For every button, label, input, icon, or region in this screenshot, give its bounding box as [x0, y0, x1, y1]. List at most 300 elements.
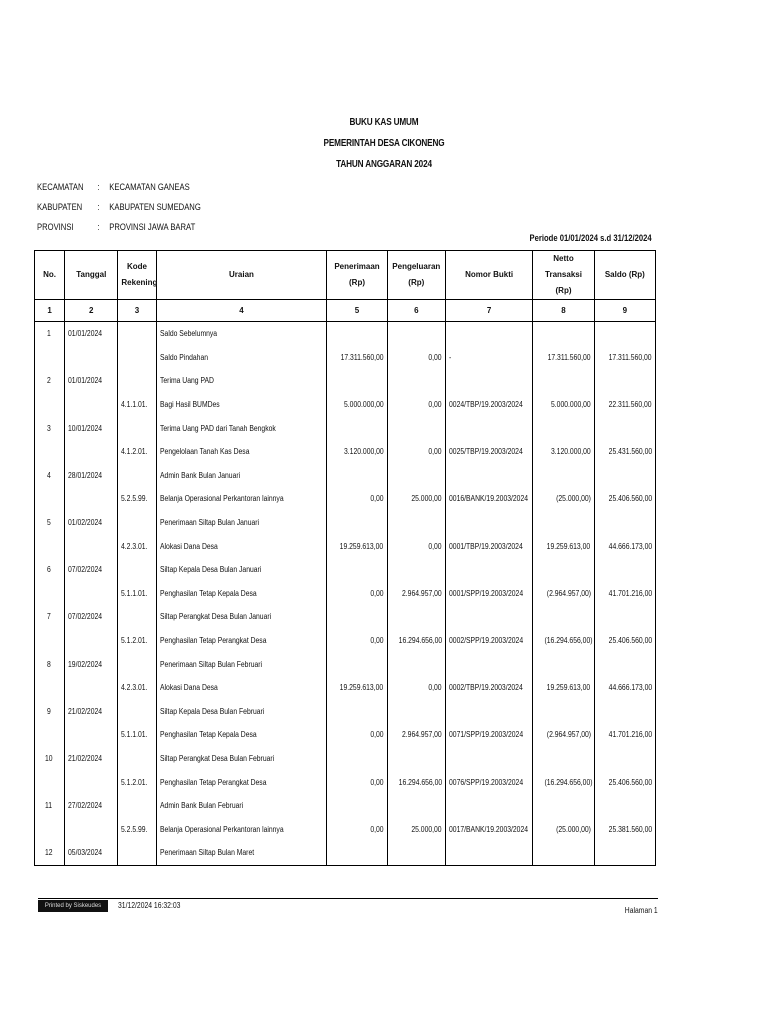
cell-pengeluaran-text: 25.000,00	[411, 824, 442, 834]
table-row	[35, 747, 656, 771]
cell-no	[35, 440, 65, 464]
cell-netto	[533, 770, 594, 794]
table-row	[35, 369, 656, 393]
cell-saldo	[594, 605, 655, 629]
cell-nomor-bukti-text: 0001/TBP/19.2003/2024	[448, 541, 523, 551]
cell-saldo	[594, 629, 655, 653]
cell-penerimaan	[327, 652, 387, 676]
cell-kode-rekening	[118, 487, 156, 511]
meta-row-kabupaten	[37, 197, 201, 217]
cell-tanggal-text: 21/02/2024	[68, 706, 103, 716]
cell-no-text: 7	[47, 612, 52, 622]
table-row	[35, 676, 656, 700]
cell-tanggal	[65, 464, 118, 488]
cell-pengeluaran	[387, 582, 445, 606]
table-body	[35, 322, 656, 866]
cell-nomor-bukti-text: 0025/TBP/19.2003/2024	[448, 447, 523, 457]
cell-kode-rekening	[118, 747, 156, 771]
cell-pengeluaran	[387, 723, 445, 747]
cell-kode-rekening	[118, 770, 156, 794]
cell-tanggal	[65, 770, 118, 794]
col-header-bukti: Nomor Bukti	[445, 251, 532, 300]
cell-penerimaan	[327, 416, 387, 440]
cell-tanggal	[65, 487, 118, 511]
report-year: TAHUN ANGGARAN 2024	[336, 159, 432, 170]
cell-pengeluaran	[387, 629, 445, 653]
periode-label: Periode 01/01/2024 s.d 31/12/2024	[529, 233, 652, 243]
cell-nomor-bukti-text: 0002/TBP/19.2003/2024	[448, 683, 523, 693]
cell-saldo-text: 44.666.173,00	[608, 683, 652, 693]
cell-penerimaan	[327, 605, 387, 629]
cell-uraian-text: Penghasilan Tetap Kepala Desa	[159, 730, 257, 740]
cell-uraian-text: Penerimaan Siltap Bulan Februari	[159, 659, 262, 669]
cell-tanggal-text: 19/02/2024	[68, 659, 103, 669]
meta-colon: :	[97, 222, 100, 232]
cell-tanggal	[65, 534, 118, 558]
meta-label: KECAMATAN	[37, 182, 84, 192]
cell-pengeluaran	[387, 369, 445, 393]
cell-tanggal	[65, 794, 118, 818]
cell-kode-rekening	[118, 369, 156, 393]
cell-no	[35, 369, 65, 393]
cell-netto-text: (25.000,00)	[555, 494, 591, 504]
col-number: 9	[594, 300, 655, 322]
meta-colon: :	[97, 182, 100, 192]
meta-value: KECAMATAN GANEAS	[109, 182, 190, 192]
table-row	[35, 794, 656, 818]
cell-no-text: 5	[47, 518, 52, 528]
cell-pengeluaran	[387, 346, 445, 370]
col-header-uraian: Uraian	[156, 251, 327, 300]
cell-penerimaan	[327, 770, 387, 794]
cell-no-text: 2	[47, 376, 52, 386]
cell-saldo	[594, 511, 655, 535]
cell-tanggal-text: 01/01/2024	[68, 329, 103, 339]
cell-netto	[533, 416, 594, 440]
cell-pengeluaran-text: 16.294.656,00	[398, 777, 442, 787]
col-number: 8	[533, 300, 594, 322]
cell-tanggal	[65, 582, 118, 606]
cell-tanggal	[65, 676, 118, 700]
cell-tanggal	[65, 841, 118, 865]
cell-no	[35, 487, 65, 511]
table-row	[35, 770, 656, 794]
cell-no-text: 1	[47, 329, 52, 339]
cell-uraian	[156, 841, 327, 865]
cell-penerimaan-text: 0,00	[370, 636, 384, 646]
cell-netto-text: 17.311.560,00	[547, 352, 591, 362]
cell-nomor-bukti	[445, 841, 532, 865]
cell-saldo	[594, 841, 655, 865]
region-info	[37, 177, 201, 237]
cell-uraian-text: Penerimaan Siltap Bulan Januari	[159, 518, 259, 528]
cell-uraian	[156, 605, 327, 629]
cell-penerimaan-text: 5.000.000,00	[343, 400, 384, 410]
meta-colon: :	[97, 202, 100, 212]
cell-no	[35, 629, 65, 653]
cell-netto	[533, 841, 594, 865]
cell-saldo	[594, 369, 655, 393]
cell-kode-rekening	[118, 794, 156, 818]
cell-nomor-bukti-text: 0002/SPP/19.2003/2024	[448, 636, 524, 646]
cell-tanggal-text: 07/02/2024	[68, 612, 103, 622]
cell-penerimaan-text: 19.259.613,00	[340, 683, 384, 693]
cell-nomor-bukti	[445, 817, 532, 841]
cell-saldo-text: 17.311.560,00	[609, 352, 652, 362]
cell-kode-rekening-text: 4.2.3.01.	[121, 541, 148, 551]
cell-netto	[533, 700, 594, 724]
cell-penerimaan	[327, 464, 387, 488]
cell-nomor-bukti	[445, 511, 532, 535]
cell-netto-text: (2.964.957,00)	[546, 730, 591, 740]
cell-nomor-bukti	[445, 700, 532, 724]
cell-uraian-text: Saldo Sebelumnya	[159, 329, 217, 339]
col-header-tanggal: Tanggal	[65, 251, 118, 300]
cell-uraian	[156, 723, 327, 747]
cell-kode-rekening	[118, 322, 156, 346]
cell-saldo	[594, 770, 655, 794]
cell-penerimaan	[327, 440, 387, 464]
cell-nomor-bukti-text: 0076/SPP/19.2003/2024	[448, 777, 524, 787]
cell-no-text: 10	[45, 753, 53, 763]
footer-rule	[38, 898, 658, 899]
cell-uraian	[156, 629, 327, 653]
cell-nomor-bukti	[445, 605, 532, 629]
cell-kode-rekening	[118, 652, 156, 676]
cell-uraian	[156, 346, 327, 370]
cell-saldo	[594, 582, 655, 606]
cell-nomor-bukti	[445, 582, 532, 606]
cell-no	[35, 534, 65, 558]
cell-pengeluaran-text: 2.964.957,00	[402, 730, 442, 740]
meta-row-provinsi	[37, 217, 201, 237]
cell-penerimaan	[327, 841, 387, 865]
cell-saldo-text: 22.311.560,00	[609, 400, 652, 410]
cell-netto	[533, 369, 594, 393]
cell-no	[35, 723, 65, 747]
cell-uraian-text: Saldo Pindahan	[159, 352, 208, 362]
cell-no	[35, 841, 65, 865]
cell-no-text: 9	[47, 706, 52, 716]
cell-pengeluaran-text: 2.964.957,00	[402, 588, 442, 598]
cell-saldo	[594, 676, 655, 700]
col-number: 4	[156, 300, 327, 322]
cell-saldo	[594, 558, 655, 582]
meta-label: PROVINSI	[37, 222, 74, 232]
cell-uraian	[156, 322, 327, 346]
cell-pengeluaran	[387, 605, 445, 629]
cell-kode-rekening	[118, 534, 156, 558]
report-title-block	[0, 112, 768, 175]
cell-tanggal-text: 05/03/2024	[68, 848, 103, 858]
col-header-pengeluaran: Pengeluaran (Rp)	[387, 251, 445, 300]
cell-no-text: 11	[45, 801, 53, 811]
cell-tanggal	[65, 652, 118, 676]
cell-nomor-bukti	[445, 652, 532, 676]
cell-nomor-bukti-text: 0024/TBP/19.2003/2024	[448, 400, 523, 410]
cell-no	[35, 464, 65, 488]
cell-nomor-bukti	[445, 346, 532, 370]
cell-tanggal	[65, 322, 118, 346]
cell-uraian-text: Penghasilan Tetap Perangkat Desa	[159, 777, 267, 787]
page-number: Halaman 1	[625, 906, 658, 915]
cell-uraian-text: Terima Uang PAD dari Tanah Bengkok	[159, 423, 276, 433]
cell-nomor-bukti	[445, 629, 532, 653]
cash-ledger-table	[34, 250, 656, 866]
cell-saldo	[594, 322, 655, 346]
table-row	[35, 817, 656, 841]
cell-kode-rekening	[118, 464, 156, 488]
cell-penerimaan-text: 0,00	[370, 777, 384, 787]
cell-pengeluaran	[387, 652, 445, 676]
cell-kode-rekening-text: 5.1.1.01.	[121, 730, 148, 740]
cell-pengeluaran	[387, 464, 445, 488]
cell-no	[35, 676, 65, 700]
cell-pengeluaran	[387, 534, 445, 558]
cell-no-text: 8	[47, 659, 52, 669]
cell-uraian-text: Siltap Perangkat Desa Bulan Januari	[159, 612, 271, 622]
cell-netto	[533, 464, 594, 488]
cell-no	[35, 817, 65, 841]
cell-netto	[533, 511, 594, 535]
col-header-kode: Kode Rekening	[118, 251, 156, 300]
cell-saldo	[594, 723, 655, 747]
cell-uraian-text: Alokasi Dana Desa	[159, 541, 218, 551]
cell-pengeluaran	[387, 770, 445, 794]
cell-tanggal	[65, 723, 118, 747]
cell-no-text: 12	[45, 848, 53, 858]
cell-pengeluaran	[387, 817, 445, 841]
col-number: 2	[65, 300, 118, 322]
cell-pengeluaran	[387, 511, 445, 535]
cell-penerimaan-text: 19.259.613,00	[340, 541, 384, 551]
cell-nomor-bukti	[445, 558, 532, 582]
table-row	[35, 700, 656, 724]
cell-nomor-bukti-text: -	[448, 352, 452, 362]
cell-kode-rekening	[118, 582, 156, 606]
col-number: 7	[445, 300, 532, 322]
cell-penerimaan-text: 0,00	[370, 730, 384, 740]
cell-kode-rekening-text: 5.2.5.99.	[121, 824, 148, 834]
cell-uraian	[156, 416, 327, 440]
cell-penerimaan	[327, 534, 387, 558]
cell-netto-text: (25.000,00)	[555, 824, 591, 834]
cell-penerimaan	[327, 558, 387, 582]
cell-saldo-text: 25.406.560,00	[608, 636, 652, 646]
cell-penerimaan-text: 0,00	[370, 494, 384, 504]
page-footer	[38, 898, 658, 918]
cell-saldo	[594, 464, 655, 488]
cell-netto-text: 3.120.000,00	[550, 447, 591, 457]
cell-saldo	[594, 652, 655, 676]
table-header-row	[35, 251, 656, 300]
table-row	[35, 511, 656, 535]
cell-nomor-bukti	[445, 770, 532, 794]
cell-tanggal-text: 21/02/2024	[68, 753, 103, 763]
cell-netto	[533, 487, 594, 511]
cell-no	[35, 652, 65, 676]
cell-netto	[533, 652, 594, 676]
report-title: BUKU KAS UMUM	[349, 117, 419, 128]
cell-tanggal-text: 10/01/2024	[68, 423, 103, 433]
cell-tanggal	[65, 511, 118, 535]
cell-netto	[533, 558, 594, 582]
cell-nomor-bukti	[445, 322, 532, 346]
cell-netto	[533, 676, 594, 700]
cell-kode-rekening	[118, 629, 156, 653]
cell-penerimaan	[327, 346, 387, 370]
cell-saldo	[594, 346, 655, 370]
cell-tanggal	[65, 605, 118, 629]
cell-uraian-text: Admin Bank Bulan Februari	[159, 801, 243, 811]
cell-netto	[533, 393, 594, 417]
cell-netto	[533, 794, 594, 818]
cell-nomor-bukti-text: 0071/SPP/19.2003/2024	[448, 730, 524, 740]
cell-uraian	[156, 794, 327, 818]
cell-tanggal	[65, 817, 118, 841]
cell-kode-rekening	[118, 393, 156, 417]
table-row	[35, 582, 656, 606]
cell-no	[35, 511, 65, 535]
cell-saldo	[594, 794, 655, 818]
cell-uraian-text: Penghasilan Tetap Kepala Desa	[159, 588, 257, 598]
cell-no	[35, 770, 65, 794]
cell-uraian-text: Bagi Hasil BUMDes	[159, 400, 220, 410]
cell-nomor-bukti	[445, 487, 532, 511]
table-row	[35, 841, 656, 865]
cell-netto	[533, 346, 594, 370]
cell-uraian	[156, 747, 327, 771]
cell-saldo	[594, 416, 655, 440]
cell-netto	[533, 817, 594, 841]
cell-no	[35, 416, 65, 440]
cell-saldo	[594, 817, 655, 841]
cell-no	[35, 558, 65, 582]
cell-saldo	[594, 534, 655, 558]
cell-nomor-bukti	[445, 393, 532, 417]
table-row	[35, 346, 656, 370]
cell-uraian-text: Siltap Kepala Desa Bulan Januari	[159, 565, 261, 575]
cell-pengeluaran-text: 25.000,00	[411, 494, 442, 504]
cell-pengeluaran	[387, 747, 445, 771]
cell-saldo	[594, 487, 655, 511]
cell-kode-rekening	[118, 676, 156, 700]
cell-tanggal	[65, 700, 118, 724]
cell-saldo-text: 25.406.560,00	[608, 777, 652, 787]
table-row	[35, 652, 656, 676]
cell-nomor-bukti	[445, 676, 532, 700]
cell-penerimaan	[327, 511, 387, 535]
cell-penerimaan-text: 0,00	[370, 824, 384, 834]
cell-saldo-text: 25.431.560,00	[608, 447, 652, 457]
cell-pengeluaran-text: 0,00	[428, 541, 442, 551]
col-header-penerimaan: Penerimaan (Rp)	[327, 251, 387, 300]
cell-tanggal	[65, 629, 118, 653]
table-row	[35, 464, 656, 488]
cell-pengeluaran	[387, 322, 445, 346]
cell-uraian	[156, 652, 327, 676]
print-timestamp: 31/12/2024 16:32:03	[118, 901, 181, 910]
cell-tanggal-text: 01/01/2024	[68, 376, 103, 386]
table-row	[35, 416, 656, 440]
cell-uraian	[156, 440, 327, 464]
cell-uraian-text: Alokasi Dana Desa	[159, 683, 218, 693]
cell-nomor-bukti-text: 0016/BANK/19.2003/2024	[448, 494, 528, 504]
cell-netto	[533, 747, 594, 771]
cell-no	[35, 582, 65, 606]
meta-row-kecamatan	[37, 177, 201, 197]
table-row	[35, 440, 656, 464]
cell-saldo-text: 25.381.560,00	[608, 824, 652, 834]
cell-kode-rekening	[118, 440, 156, 464]
cell-uraian	[156, 770, 327, 794]
cell-uraian	[156, 369, 327, 393]
cell-nomor-bukti	[445, 369, 532, 393]
cell-netto-text: (2.964.957,00)	[546, 588, 591, 598]
cell-pengeluaran	[387, 841, 445, 865]
col-header-saldo: Saldo (Rp)	[594, 251, 655, 300]
cell-kode-rekening	[118, 817, 156, 841]
cell-penerimaan	[327, 629, 387, 653]
table-row	[35, 558, 656, 582]
cell-uraian	[156, 393, 327, 417]
cell-pengeluaran	[387, 558, 445, 582]
column-number-row	[35, 300, 656, 322]
cell-netto	[533, 534, 594, 558]
cell-kode-rekening	[118, 416, 156, 440]
cell-uraian-text: Penghasilan Tetap Perangkat Desa	[159, 636, 267, 646]
cell-saldo	[594, 393, 655, 417]
cell-uraian-text: Siltap Perangkat Desa Bulan Februari	[159, 753, 274, 763]
cell-saldo-text: 44.666.173,00	[608, 541, 652, 551]
cell-nomor-bukti-text: 0001/SPP/19.2003/2024	[448, 588, 524, 598]
cell-uraian	[156, 700, 327, 724]
cell-netto	[533, 440, 594, 464]
cell-pengeluaran	[387, 440, 445, 464]
cell-kode-rekening-text: 4.1.2.01.	[121, 447, 148, 457]
cell-no	[35, 794, 65, 818]
cell-tanggal	[65, 440, 118, 464]
cell-penerimaan	[327, 322, 387, 346]
cell-tanggal-text: 07/02/2024	[68, 565, 103, 575]
cell-no-text: 4	[47, 470, 52, 480]
printed-by-badge: Printed by Siskeudes	[38, 900, 108, 912]
meta-value: PROVINSI JAWA BARAT	[109, 222, 196, 232]
table-row	[35, 487, 656, 511]
table-row	[35, 322, 656, 346]
cell-uraian	[156, 511, 327, 535]
cell-no	[35, 605, 65, 629]
cell-kode-rekening	[118, 605, 156, 629]
cell-uraian-text: Penerimaan Siltap Bulan Maret	[159, 848, 254, 858]
table-row	[35, 393, 656, 417]
table-row	[35, 629, 656, 653]
cell-netto	[533, 605, 594, 629]
cell-netto-text: 5.000.000,00	[550, 400, 591, 410]
cell-netto	[533, 723, 594, 747]
cell-saldo	[594, 700, 655, 724]
cell-nomor-bukti	[445, 723, 532, 747]
cell-kode-rekening-text: 4.2.3.01.	[121, 683, 148, 693]
cell-nomor-bukti	[445, 747, 532, 771]
cell-tanggal-text: 27/02/2024	[68, 801, 103, 811]
cell-pengeluaran	[387, 700, 445, 724]
cell-pengeluaran	[387, 676, 445, 700]
cell-penerimaan-text: 17.311.560,00	[340, 352, 384, 362]
col-number: 3	[118, 300, 156, 322]
cell-saldo-text: 41.701.216,00	[608, 730, 652, 740]
cell-no-text: 6	[47, 565, 52, 575]
